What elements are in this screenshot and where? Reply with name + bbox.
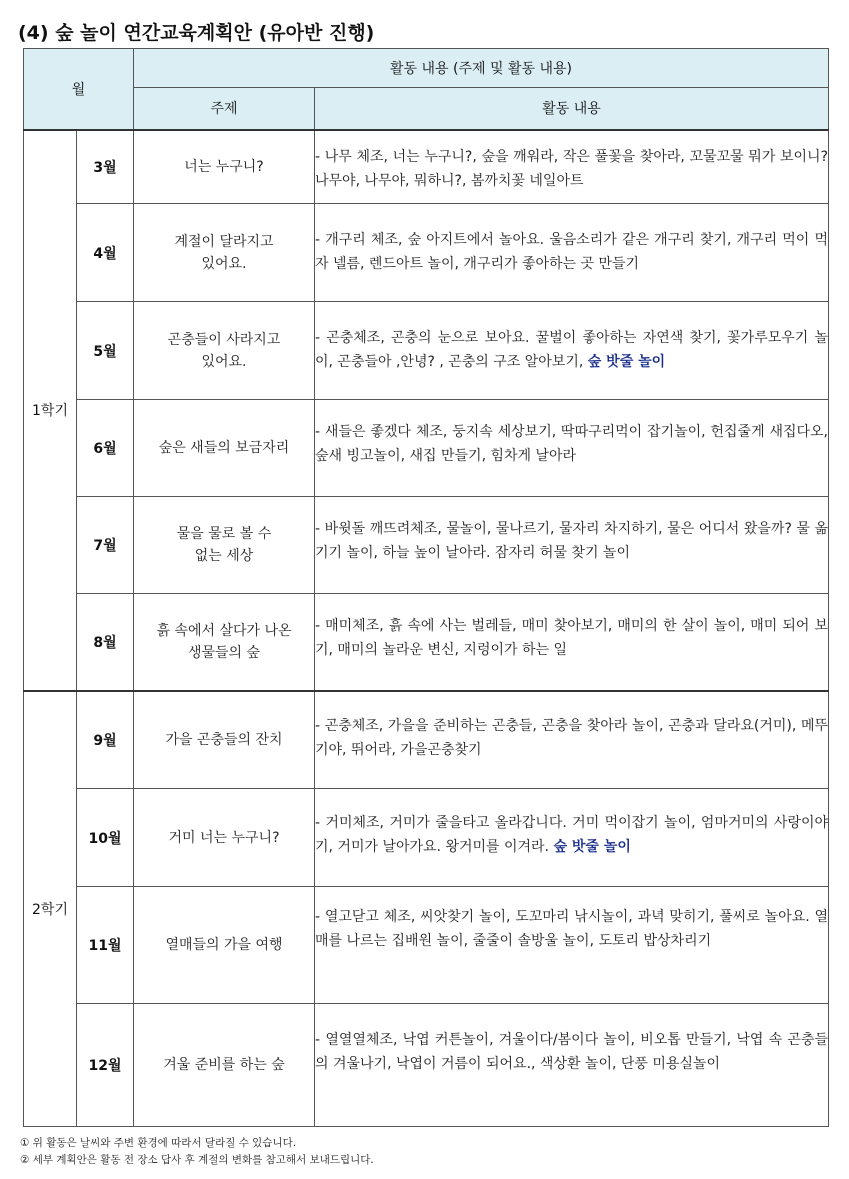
activity-cell (315, 130, 829, 204)
topic-cell (134, 130, 315, 204)
footnotes (20, 1135, 374, 1169)
semester-label: 2학기 (24, 691, 77, 1127)
header-row-2 (24, 88, 829, 130)
topic-cell (134, 400, 315, 497)
header-activity-group: 활동 내용 (주제 및 활동 내용) (134, 49, 829, 88)
activity-text: - 개구리 체조, 숲 아지트에서 놀아요. 울음소리가 같은 개구리 찾기, 개구리 먹이 먹자 넬름, 렌드아트 놀이, 개구리가 좋아하는 곳 만들기 (315, 232, 829, 272)
month-cell: 3월 (77, 130, 134, 204)
activity-text: - 곤충체조, 가을을 준비하는 곤충들, 곤충을 찾아라 놀이, 곤충과 달라요(거미), 메뚜기야, 뛰어라, 가을곤충찾기 (315, 717, 829, 758)
topic-line: 없는 세상 (194, 548, 254, 564)
table-row (24, 789, 829, 887)
table-row (24, 204, 829, 302)
table-row (24, 497, 829, 594)
activity-cell (315, 204, 829, 302)
header-activity: 활동 내용 (315, 88, 829, 130)
activity-text: - 바윗돌 깨뜨려체조, 물놀이, 물나르기, 물자리 차지하기, 물은 어디서 왔을까? 물 옮기기 놀이, 하늘 높이 날아라. 잠자리 허물 찾기 놀이 (315, 521, 829, 561)
topic-cell (134, 302, 315, 400)
activity-text: - 새들은 좋겠다 체조, 둥지속 세상보기, 딱따구리먹이 잡기놀이, 헌집줄게 새집다오, 숲새 빙고놀이, 새집 만들기, 힘차게 날아라 (315, 424, 829, 464)
activity-text: - 매미체조, 흙 속에 사는 벌레들, 매미 찾아보기, 매미의 한 살이 놀이, 매미 되어 보기, 매미의 놀라운 변신, 지렁이가 하는 일 (315, 618, 829, 658)
header-row-1 (24, 49, 829, 88)
topic-cell (134, 691, 315, 789)
activity-text: - 나무 체조, 너는 누구니?, 숲을 깨워라, 작은 풀꽃을 찾아라, 꼬물꼬물 뭐가 보이니? 나무야, 나무야, 뭐하니?, 봄까치꽃 네일아트 (315, 148, 829, 189)
header-topic: 주제 (134, 88, 315, 130)
activity-cell (315, 887, 829, 1004)
month-cell: 10월 (77, 789, 134, 887)
plan-table (23, 48, 829, 1127)
month-cell: 5월 (77, 302, 134, 400)
footnote-1: ① 위 활동은 날씨와 주변 환경에 따라서 달라질 수 있습니다. (20, 1137, 297, 1149)
activity-cell (315, 691, 829, 789)
month-cell: 12월 (77, 1004, 134, 1127)
table-body (24, 130, 829, 1127)
activity-cell (315, 1004, 829, 1127)
topic-line: 흙 속에서 살다가 나온 (156, 622, 292, 639)
footnote-2: ② 세부 계획안은 활동 전 장소 답사 후 계절의 변화를 참고해서 보내드립니다. (20, 1154, 374, 1166)
document-title (18, 18, 374, 45)
table-row (24, 302, 829, 400)
activity-cell (315, 789, 829, 887)
topic-line: 숲은 새들의 보금자리 (158, 440, 290, 456)
table-row (24, 594, 829, 691)
activity-cell (315, 302, 829, 400)
topic-cell (134, 594, 315, 691)
topic-line: 물을 물로 볼 수 (176, 526, 272, 542)
month-cell: 4월 (77, 204, 134, 302)
semester-label: 1학기 (24, 130, 77, 691)
topic-line: 거미 너는 누구니? (168, 829, 280, 846)
table-row (24, 887, 829, 1004)
topic-line: 있어요. (201, 353, 247, 370)
activity-text: - 열열열체조, 낙엽 커튼놀이, 겨울이다/봄이다 놀이, 비오톱 만들기, 낙엽 속 곤충들의 겨울나기, 낙엽이 거름이 되어요., 색상환 놀이, 단풍 미용실놀이 (315, 1032, 829, 1072)
title-main: (4) 숲 놀이 연간교육계획안 (18, 22, 252, 44)
activity-cell (315, 497, 829, 594)
header-month: 월 (24, 49, 134, 130)
topic-line: 열매들의 가을 여행 (165, 937, 283, 953)
topic-line: 생물들의 숲 (187, 644, 261, 661)
month-cell: 8월 (77, 594, 134, 691)
topic-line: 너는 누구니? (184, 158, 264, 175)
topic-line: 있어요. (201, 255, 247, 272)
table-row (24, 130, 829, 204)
topic-line: 가을 곤충들의 잔치 (165, 731, 283, 748)
table-row (24, 1004, 829, 1127)
activity-text: - 거미체조, 거미가 줄을타고 올라갑니다. 거미 먹이잡기 놀이, 엄마거미의 사랑이야기, 거미가 날아가요. 왕거미를 이겨라. (315, 815, 829, 855)
month-cell: 9월 (77, 691, 134, 789)
month-cell: 11월 (77, 887, 134, 1004)
month-cell: 7월 (77, 497, 134, 594)
activity-cell (315, 594, 829, 691)
title-sub: (유아반 진행) (258, 22, 375, 44)
topic-cell (134, 1004, 315, 1127)
topic-cell (134, 204, 315, 302)
activity-text: - 곤충체조, 곤충의 눈으로 보아요. 꿀벌이 좋아하는 자연색 찾기, 꽃가루모우기 놀이, 곤충들아 ,안녕? , 곤충의 구조 알아보기, (315, 330, 829, 370)
table-row (24, 400, 829, 497)
topic-line: 계절이 달라지고 (174, 233, 274, 250)
month-cell: 6월 (77, 400, 134, 497)
topic-cell (134, 497, 315, 594)
activity-highlight: 숲 밧줄 놀이 (587, 354, 666, 370)
topic-line: 겨울 준비를 하는 숲 (163, 1057, 285, 1073)
table-row (24, 691, 829, 789)
topic-cell (134, 887, 315, 1004)
activity-highlight: 숲 밧줄 놀이 (553, 839, 631, 855)
activity-text: - 열고닫고 체조, 씨앗찾기 놀이, 도꼬마리 낚시놀이, 과녁 맞히기, 풀씨로 놀아요. 열매를 나르는 집배원 놀이, 줄줄이 솔방울 놀이, 도토리 밥상차리기 (315, 909, 829, 949)
topic-line: 곤충들이 사라지고 (167, 331, 281, 348)
activity-cell (315, 400, 829, 497)
topic-cell (134, 789, 315, 887)
